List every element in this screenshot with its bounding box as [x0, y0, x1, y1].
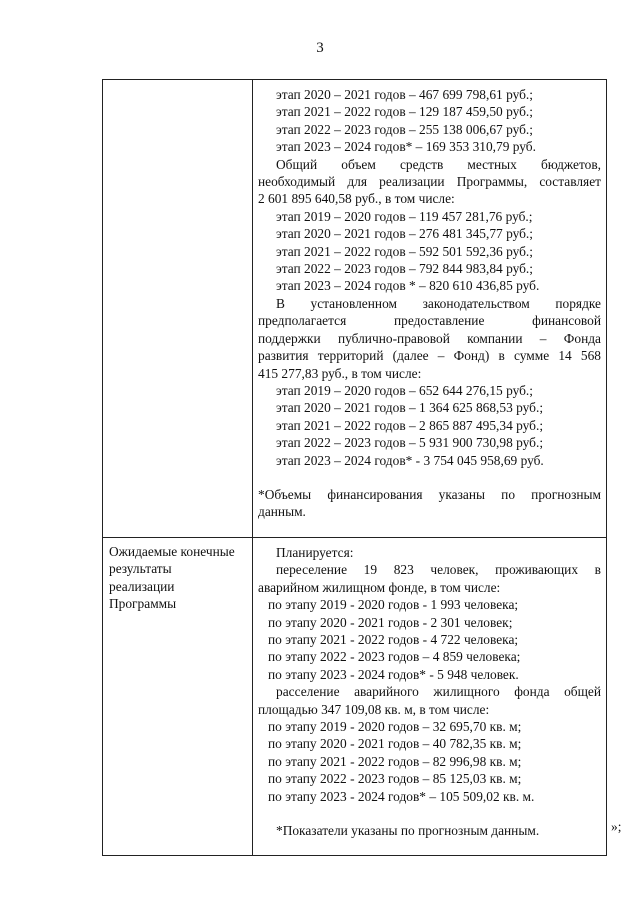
fund-text: поддержки публично-правовой компании – Фонда	[258, 330, 601, 346]
results-label-cell	[103, 538, 253, 856]
stage-line: этап 2021 – 2022 годов – 2 865 887 495,34 руб.;	[276, 417, 544, 433]
local-budget-text: 2 601 895 640,58 руб., в том числе:	[258, 191, 455, 207]
spacer	[258, 805, 601, 822]
people-stage-line: по этапу 2020 - 2021 годов - 2 301 человек;	[268, 614, 513, 630]
stage-line: этап 2020 – 2021 годов – 467 699 798,61 руб.;	[276, 87, 533, 102]
financing-label-cell	[103, 80, 253, 538]
area-stage-line: по этапу 2020 - 2021 годов – 40 782,35 кв. м;	[268, 736, 522, 752]
page-number: 3	[316, 40, 324, 56]
people-stage-line: по этапу 2019 - 2020 годов - 1 993 человека;	[268, 597, 519, 613]
stage-line: этап 2019 – 2020 годов – 652 644 276,15 руб.;	[276, 382, 533, 398]
fund-text: 415 277,83 руб., в том числе:	[258, 365, 422, 381]
stage-line: этап 2020 – 2021 годов – 276 481 345,77 руб.;	[276, 226, 533, 242]
people-stage-line: по этапу 2022 - 2023 годов – 4 859 человека;	[268, 649, 521, 665]
local-budget-text: Общий объем средств местных бюджетов,	[276, 156, 601, 172]
area-stage-line: по этапу 2022 - 2023 годов – 85 125,03 кв. м;	[268, 771, 522, 787]
results-note: *Показатели указаны по прогнозным данным.	[276, 823, 540, 839]
spacer	[258, 469, 601, 486]
financing-note: данным.	[258, 504, 306, 520]
planned-heading: Планируется:	[276, 545, 354, 560]
fund-text: развития территорий (далее – Фонд) в сумме 14 568	[258, 348, 601, 364]
area-text: расселение аварийного жилищного фонда общей	[276, 684, 601, 700]
results-label-line: результаты	[109, 561, 172, 577]
fund-text: В установленном законодательством порядке	[276, 295, 601, 311]
program-passport-table	[102, 79, 607, 856]
resettlement-text: аварийном жилищном фонде, в том числе:	[258, 579, 501, 595]
area-stage-line: по этапу 2021 - 2022 годов – 82 996,98 кв. м;	[268, 753, 522, 769]
results-label-line: реализации	[109, 578, 175, 594]
stage-line: этап 2023 – 2024 годов * – 820 610 436,85 руб.	[276, 278, 540, 294]
stage-line: этап 2021 – 2022 годов – 129 187 459,50 руб.;	[276, 104, 533, 120]
stage-line: этап 2022 – 2023 годов – 255 138 006,67 руб.;	[276, 121, 533, 137]
financing-note: *Объемы финансирования указаны по прогнозным	[258, 486, 601, 502]
results-value-cell	[253, 538, 607, 856]
area-stage-line: по этапу 2019 - 2020 годов – 32 695,70 кв. м;	[268, 719, 522, 735]
stage-line: этап 2022 – 2023 годов – 5 931 900 730,98 руб.;	[276, 435, 544, 451]
stage-line: этап 2020 – 2021 годов – 1 364 625 868,53 руб.;	[276, 400, 544, 416]
stage-line: этап 2023 – 2024 годов* – 169 353 310,79 руб.	[276, 139, 536, 155]
results-label-line: Программы	[109, 596, 177, 612]
closing-quote: »;	[611, 819, 622, 834]
resettlement-text: переселение 19 823 человек, проживающих в	[276, 562, 601, 578]
stage-line: этап 2019 – 2020 годов – 119 457 281,76 руб.;	[276, 208, 533, 224]
area-text: площадью 347 109,08 кв. м, в том числе:	[258, 701, 490, 717]
table-row-results	[103, 538, 607, 856]
stage-line: этап 2022 – 2023 годов – 792 844 983,84 руб.;	[276, 261, 533, 277]
financing-value-cell	[253, 80, 607, 538]
stage-line: этап 2021 – 2022 годов – 592 501 592,36 руб.;	[276, 243, 533, 259]
people-stage-line: по этапу 2023 - 2024 годов* - 5 948 человек.	[268, 666, 519, 682]
fund-text: предполагается предоставление финансовой	[258, 313, 601, 329]
results-label-line: Ожидаемые конечные	[109, 544, 235, 559]
people-stage-line: по этапу 2021 - 2022 годов - 4 722 человека;	[268, 632, 519, 648]
table-row-financing	[103, 80, 607, 538]
stage-line: этап 2023 – 2024 годов* - 3 754 045 958,69 руб.	[276, 452, 544, 468]
area-stage-line: по этапу 2023 - 2024 годов* – 105 509,02 кв. м.	[268, 788, 535, 804]
local-budget-text: необходимый для реализации Программы, составляет	[258, 174, 601, 190]
